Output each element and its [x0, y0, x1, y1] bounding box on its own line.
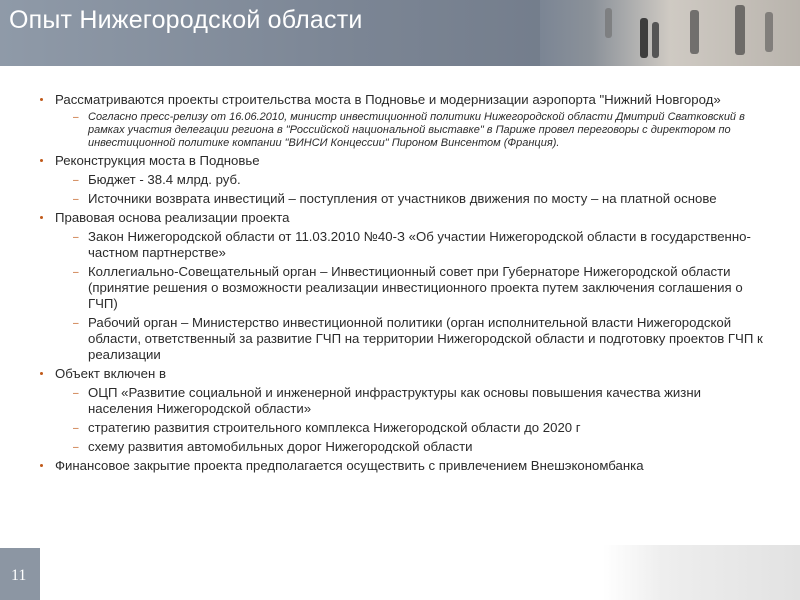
sub-bullet-text: стратегию развития строительного комплекса Нижегородской области до 2020 г	[88, 420, 581, 435]
sub-bullet-item	[71, 111, 768, 150]
bullet-list	[38, 92, 768, 477]
sub-bullet-icon: –	[73, 194, 79, 205]
bullet-text: Финансовое закрытие проекта предполагается осуществить с привлечением Внешэкономбанка	[55, 458, 644, 473]
sub-bullet-icon: –	[73, 442, 79, 453]
sub-bullet-icon: –	[73, 175, 79, 186]
sub-bullet-item	[71, 385, 768, 417]
bullet-icon	[40, 372, 43, 375]
page-number: 11	[11, 567, 27, 584]
bullet-item	[38, 92, 768, 108]
photo-figure	[652, 22, 659, 58]
slide-header	[0, 0, 800, 66]
sub-bullet-item	[71, 172, 768, 188]
bullet-text: Реконструкция моста в Подновье	[55, 153, 260, 168]
photo-figure	[690, 10, 699, 54]
bullet-icon	[40, 216, 43, 219]
bullet-item	[38, 210, 768, 226]
sub-bullet-icon: –	[73, 112, 79, 123]
sub-bullet-icon: –	[73, 267, 79, 278]
bullet-icon	[40, 98, 43, 101]
sub-bullet-text: Закон Нижегородской области от 11.03.2010 №40-З «Об участии Нижегородской области в государственно-частном партнерстве»	[88, 229, 751, 260]
bullet-text: Правовая основа реализации проекта	[55, 210, 290, 225]
sub-bullet-text: Коллегиально-Совещательный орган – Инвестиционный совет при Губернаторе Нижегородской области (принятие решения о возможности реализации инвестиционного проекта путем заключения соглашения о ГЧП)	[88, 264, 743, 311]
sub-bullet-icon: –	[73, 423, 79, 434]
sub-bullet-icon: –	[73, 318, 79, 329]
sub-bullet-icon: –	[73, 232, 79, 243]
sub-bullet-text: ОЦП «Развитие социальной и инженерной инфраструктуры как основы повышения качества жизни населения Нижегородской области»	[88, 385, 701, 416]
bullet-text: Объект включен в	[55, 366, 166, 381]
photo-figure	[605, 8, 612, 38]
sub-bullet-item	[71, 315, 768, 363]
bullet-item	[38, 153, 768, 169]
bullet-text: Рассматриваются проекты строительства моста в Подновье и модернизации аэропорта "Нижний Новгород»	[55, 92, 721, 107]
bullet-icon	[40, 159, 43, 162]
sub-bullet-item	[71, 420, 768, 436]
sub-bullet-item	[71, 264, 768, 312]
sub-bullet-item	[71, 191, 768, 207]
sub-bullet-text: Согласно пресс-релизу от 16.06.2010, министр инвестиционной политики Нижегородской области Дмитрий Сватковский в рамках участия делегации региона в "Российской национальной выставке" в Париже провел переговоры с директором по инвестиционной политике компании "ВИНСИ Концессии" Пироном Винсентом (Франция).	[88, 111, 745, 149]
bullet-icon	[40, 464, 43, 467]
sub-bullet-text: схему развития автомобильных дорог Нижегородской области	[88, 439, 473, 454]
photo-figure	[640, 18, 648, 58]
bullet-item	[38, 458, 768, 474]
sub-bullet-text: Бюджет - 38.4 млрд. руб.	[88, 172, 241, 187]
photo-figure	[735, 5, 745, 55]
logo-watermark	[603, 545, 800, 600]
photo-figure	[765, 12, 773, 52]
sub-bullet-text: Источники возврата инвестиций – поступления от участников движения по мосту – на платной основе	[88, 191, 717, 206]
sub-bullet-text: Рабочий орган – Министерство инвестиционной политики (орган исполнительной власти Нижегородской области, ответственный за развитие ГЧП на территории Нижегородской области и подготовку проектов ГЧП к реализации	[88, 315, 763, 362]
bullet-item	[38, 366, 768, 382]
slide-title: Опыт Нижегородской области	[9, 6, 363, 34]
sub-bullet-item	[71, 439, 768, 455]
header-photo	[540, 0, 800, 66]
sub-bullet-item	[71, 229, 768, 261]
sub-bullet-icon: –	[73, 388, 79, 399]
